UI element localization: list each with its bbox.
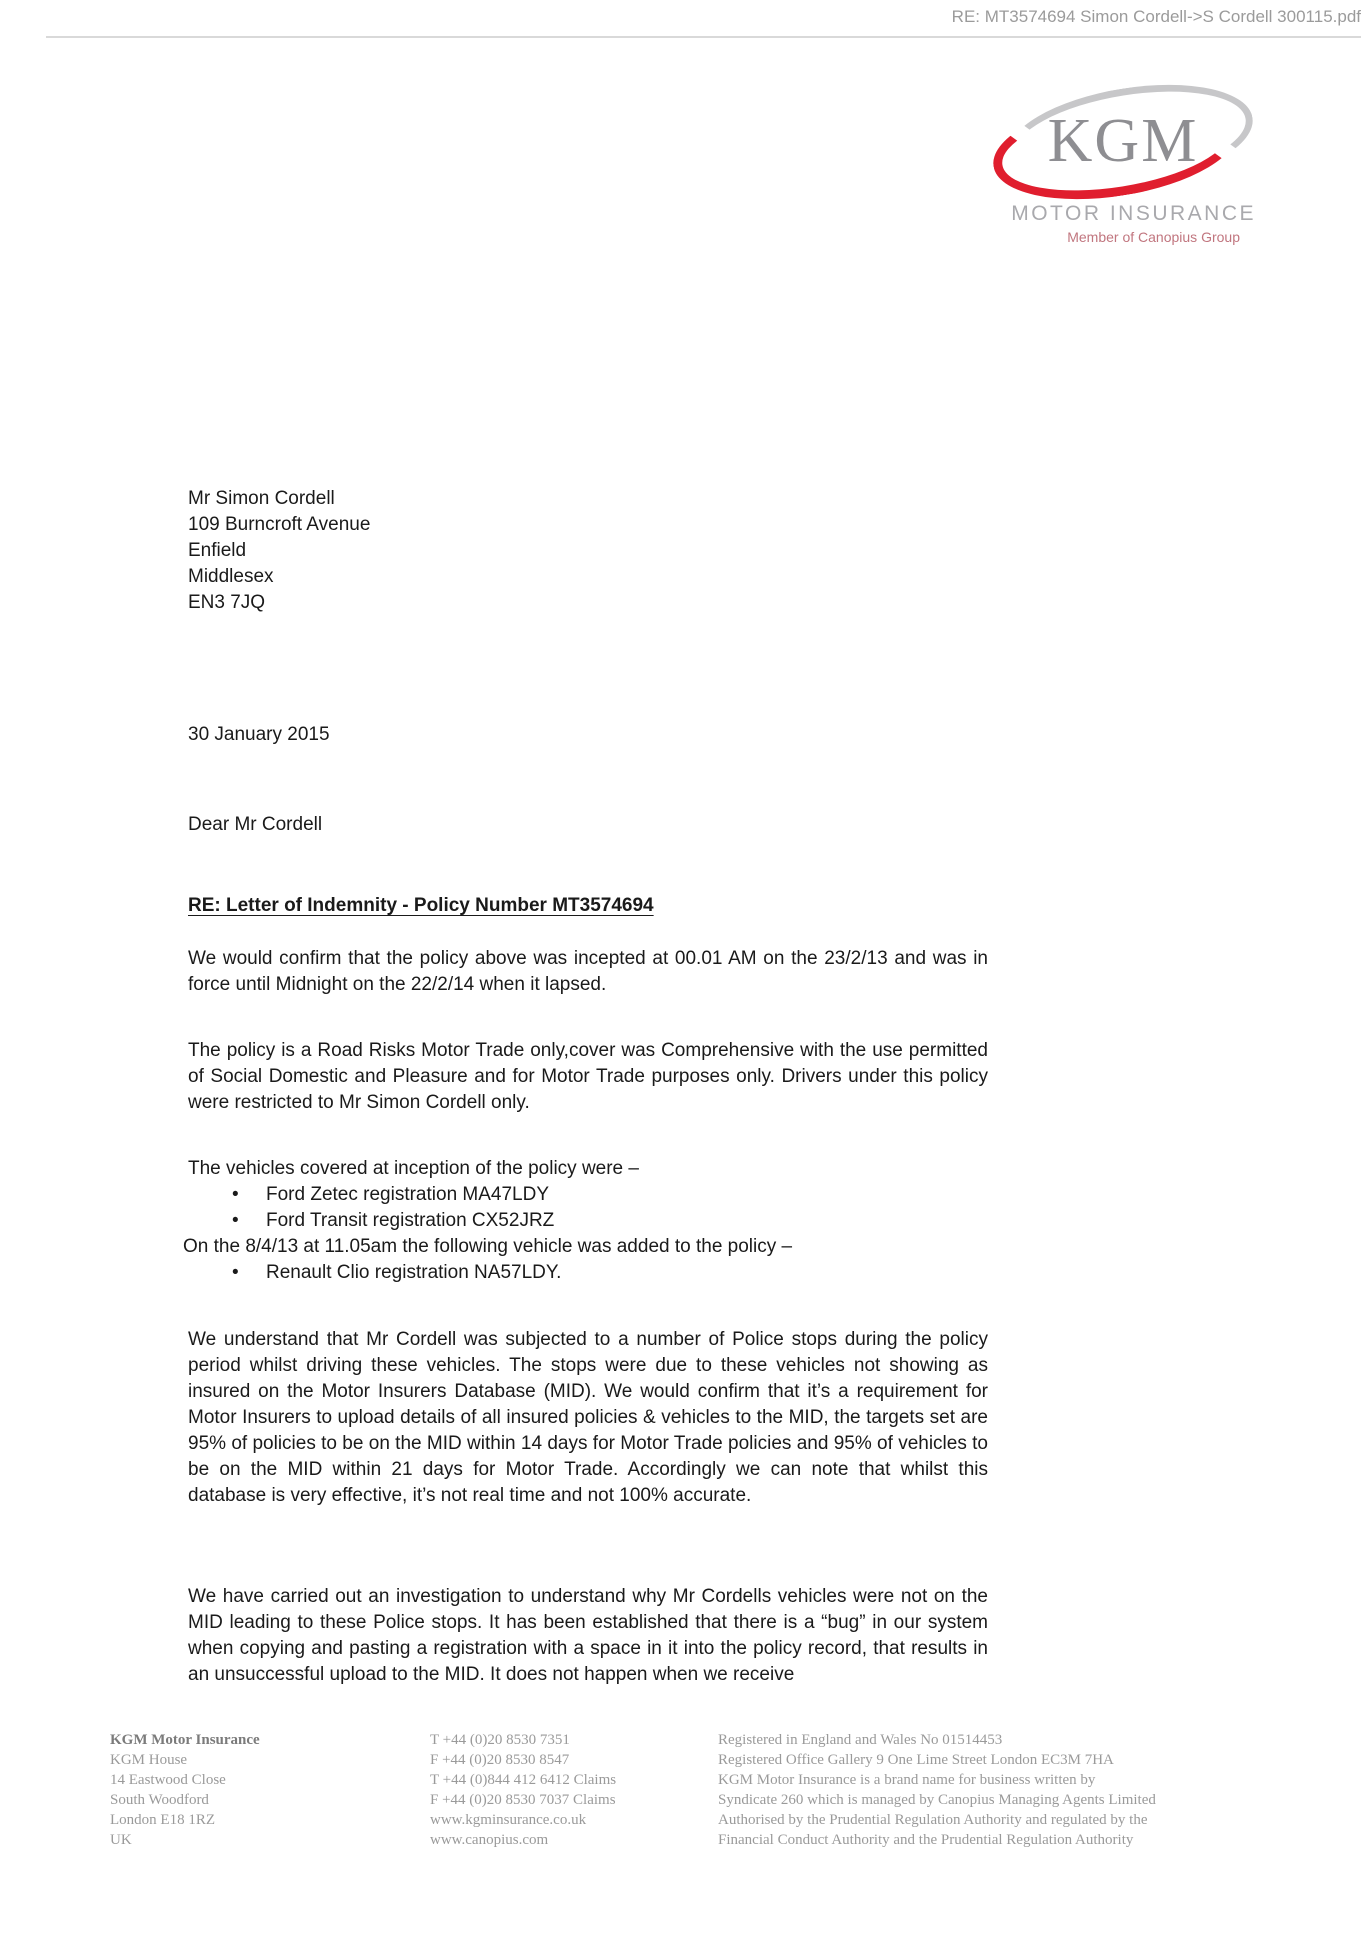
body-paragraph-3: We understand that Mr Cordell was subjected to a number of Police stops during the policy period whilst driving these vehicles. The stops were due to these vehicles not showing as insured on the Motor Insurers Database (MID). We would confirm that it’s a requirement for Motor Insurers to upload details of all insured policies & vehicles to the MID, the targets set are 95% of policies to be on the MID within 14 days for Motor Trade policies and 95% of vehicles to be on the MID within 21 days for Motor Trade. Accordingly we can note that whilst this database is very effective, it’s not real time and not 100% accurate. (188, 1329, 988, 1506)
kgm-logo (992, 88, 1260, 245)
footer-line: KGM House (110, 1752, 188, 1768)
recipient-address (188, 486, 988, 616)
bullet-icon: • (232, 1184, 239, 1205)
salutation: Dear Mr Cordell (188, 814, 323, 835)
address-line: Middlesex (188, 566, 274, 587)
footer-contact-column (430, 1730, 718, 1850)
footer-website-link: www.kgminsurance.co.uk (430, 1812, 587, 1828)
footer-line: London E18 1RZ (110, 1812, 215, 1828)
footer-line: T +44 (0)844 412 6412 Claims (430, 1772, 617, 1788)
address-line: EN3 7JQ (188, 592, 266, 613)
footer-line: 14 Eastwood Close (110, 1772, 226, 1788)
footer-company-name: KGM Motor Insurance (110, 1732, 260, 1748)
vehicle-item (188, 1208, 988, 1234)
footer-address-column (110, 1730, 430, 1850)
logo-tagline: Member of Canopius Group (1067, 229, 1240, 245)
footer-line: KGM Motor Insurance is a brand name for business written by (718, 1772, 1096, 1788)
address-line: Enfield (188, 540, 247, 561)
header-divider (46, 36, 1361, 38)
vehicles-added-intro: On the 8/4/13 at 11.05am the following vehicle was added to the policy – (183, 1236, 793, 1257)
footer-line: Registered in England and Wales No 01514453 (718, 1732, 1003, 1748)
subject-line: RE: Letter of Indemnity - Policy Number MT3574694 (188, 895, 654, 916)
footer-website-link: www.canopius.com (430, 1832, 549, 1848)
body-paragraph-1: We would confirm that the policy above was incepted at 00.01 AM on the 23/2/13 and was in force until Midnight on the 22/2/14 when it lapsed. (188, 948, 988, 995)
vehicle-item (188, 1182, 988, 1208)
footer-line: South Woodford (110, 1792, 209, 1808)
kgm-logo-mark (992, 88, 1254, 196)
address-line: Mr Simon Cordell (188, 488, 335, 509)
vehicle-item-label: Renault Clio registration NA57LDY. (266, 1262, 562, 1283)
address-line: 109 Burncroft Avenue (188, 514, 371, 535)
footer-line: Syndicate 260 which is managed by Canopius Managing Agents Limited (718, 1792, 1156, 1808)
bullet-icon: • (232, 1210, 239, 1231)
body-paragraph-2: The policy is a Road Risks Motor Trade only,cover was Comprehensive with the use permitted of Social Domestic and Pleasure and for Motor Trade purposes only. Drivers under this policy were restricted to Mr Simon Cordell only. (188, 1040, 988, 1113)
footer-line: Registered Office Gallery 9 One Lime Street London EC3M 7HA (718, 1752, 1114, 1768)
footer-line: F +44 (0)20 8530 8547 (430, 1752, 570, 1768)
vehicle-item-label: Ford Transit registration CX52JRZ (266, 1210, 555, 1231)
body-paragraph-4: We have carried out an investigation to understand why Mr Cordells vehicles were not on the MID leading to these Police stops. It has been established that there is a “bug” in our system when copying and pasting a registration with a space in it into the policy record, that results in an unsuccessful upload to the MID. It does not happen when we receive (188, 1586, 988, 1685)
footer-line: T +44 (0)20 8530 7351 (430, 1732, 570, 1748)
vehicles-intro: The vehicles covered at inception of the policy were – (188, 1158, 639, 1179)
vehicle-item (188, 1260, 988, 1286)
letter-date: 30 January 2015 (188, 724, 330, 745)
footer-legal-column (718, 1730, 1208, 1850)
footer-line: Financial Conduct Authority and the Prudential Regulation Authority (718, 1832, 1134, 1848)
vehicle-item-label: Ford Zetec registration MA47LDY (266, 1184, 550, 1205)
window-title: RE: MT3574694 Simon Cordell->S Cordell 300115.pdf (951, 7, 1361, 26)
bullet-icon: • (232, 1262, 239, 1283)
logo-subtitle: MOTOR INSURANCE (1011, 202, 1256, 225)
footer-line: Authorised by the Prudential Regulation Authority and regulated by the (718, 1812, 1148, 1828)
vehicles-section (183, 1156, 988, 1286)
footer-line: F +44 (0)20 8530 7037 Claims (430, 1792, 616, 1808)
footer-line: UK (110, 1832, 132, 1848)
logo-brand-text: KGM (1047, 106, 1199, 175)
footer (110, 1730, 1328, 1850)
